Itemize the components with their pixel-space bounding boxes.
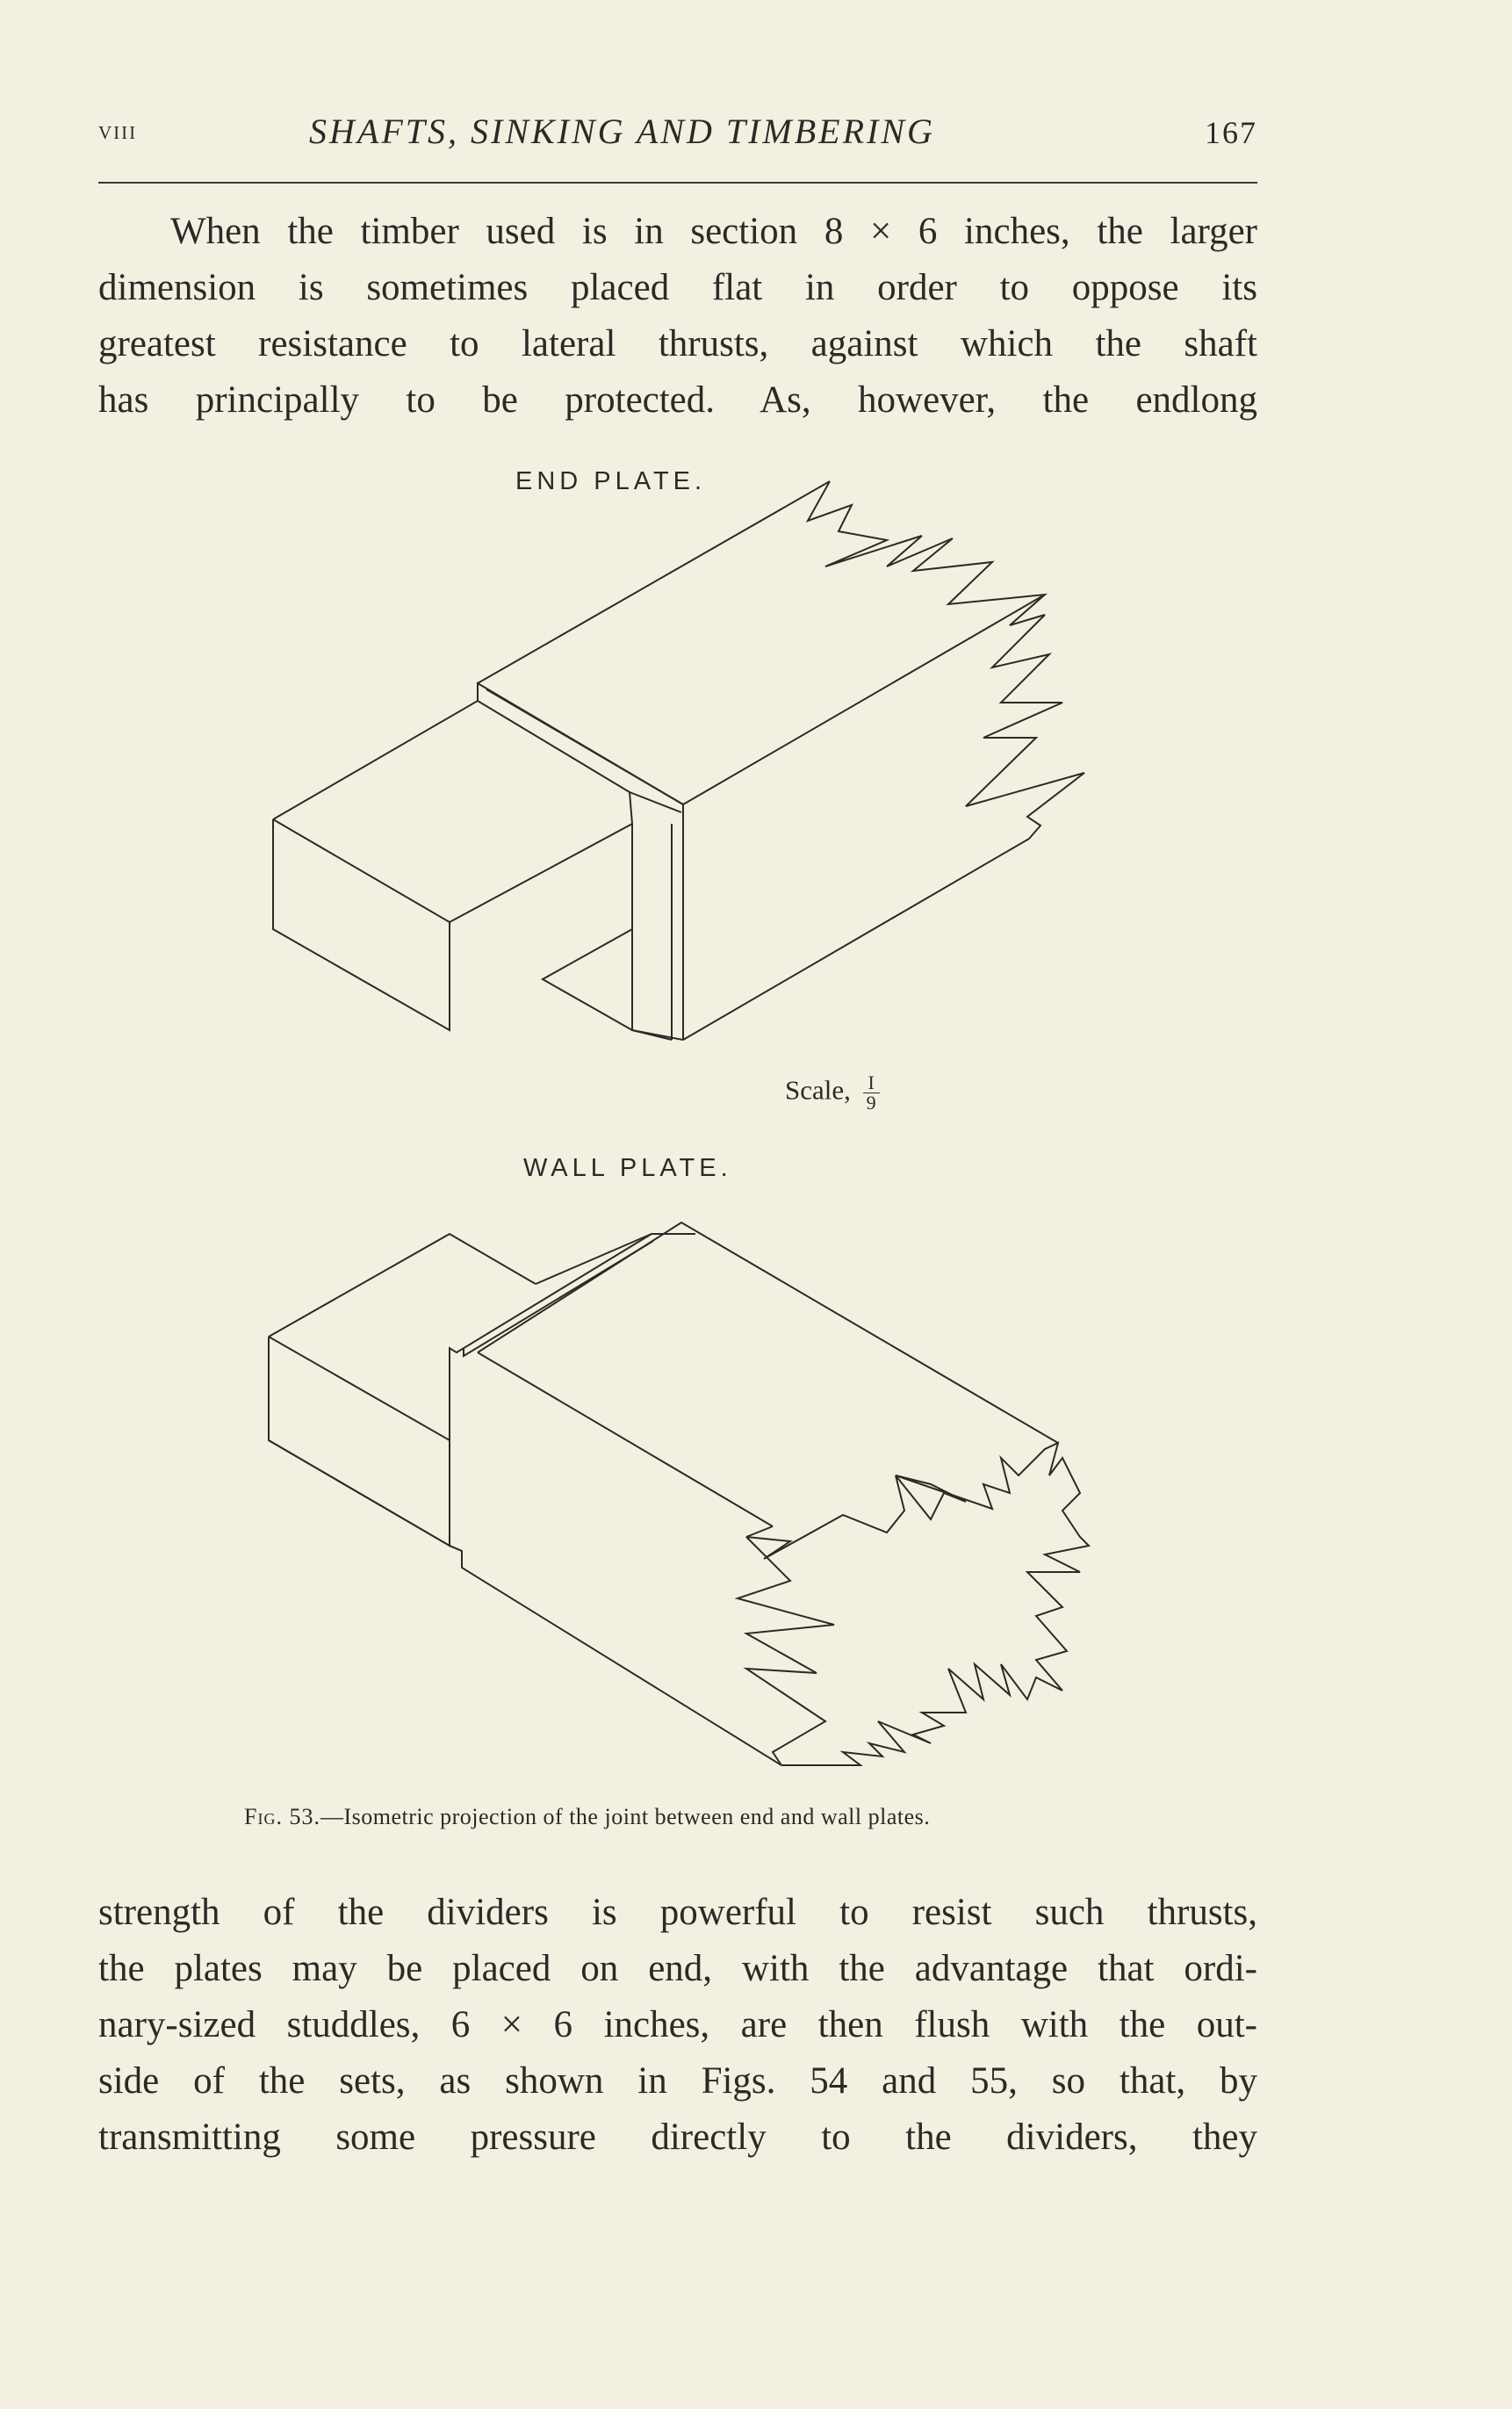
text-line: nary-sized studdles, 6 × 6 inches, are then flush with the out- xyxy=(98,2004,1257,2045)
scale-numerator: I xyxy=(868,1071,875,1093)
text-line: side of the sets, as shown in Figs. 54 and 55, so that, by xyxy=(98,2060,1257,2102)
caption-number: Fig. 53. xyxy=(244,1804,320,1829)
scale-denominator: 9 xyxy=(863,1093,880,1113)
figure-caption xyxy=(244,1804,930,1830)
scale-text: Scale, xyxy=(785,1074,851,1106)
end-plate-label: END PLATE. xyxy=(515,467,707,495)
text-line: dimension is sometimes placed flat in order to oppose its xyxy=(98,267,1257,308)
scale-note xyxy=(785,1073,880,1113)
paragraph-bottom xyxy=(98,1885,1257,2166)
text-line: When the timber used is in section 8 × 6 inches, the larger xyxy=(170,211,1257,252)
running-title: SHAFTS, SINKING AND TIMBERING xyxy=(309,112,935,151)
text-line: has principally to be protected. As, however, the endlong xyxy=(98,379,1257,421)
text-line: strength of the dividers is powerful to resist such thrusts, xyxy=(98,1892,1257,1933)
text-line: the plates may be placed on end, with the advantage that ordi- xyxy=(98,1948,1257,1989)
chapter-number: viii xyxy=(98,116,138,145)
scale-fraction xyxy=(863,1073,880,1113)
caption-text: —Isometric projection of the joint between end and wall plates. xyxy=(320,1804,931,1829)
page-number: 167 xyxy=(1205,115,1257,150)
end-plate-drawing xyxy=(273,481,1084,1040)
text-line: transmitting some pressure directly to the dividers, they xyxy=(98,2117,1257,2158)
wall-plate-label: WALL PLATE. xyxy=(523,1154,732,1182)
text-line: greatest resistance to lateral thrusts, against which the shaft xyxy=(98,323,1257,364)
wall-plate-drawing xyxy=(269,1223,1089,1765)
